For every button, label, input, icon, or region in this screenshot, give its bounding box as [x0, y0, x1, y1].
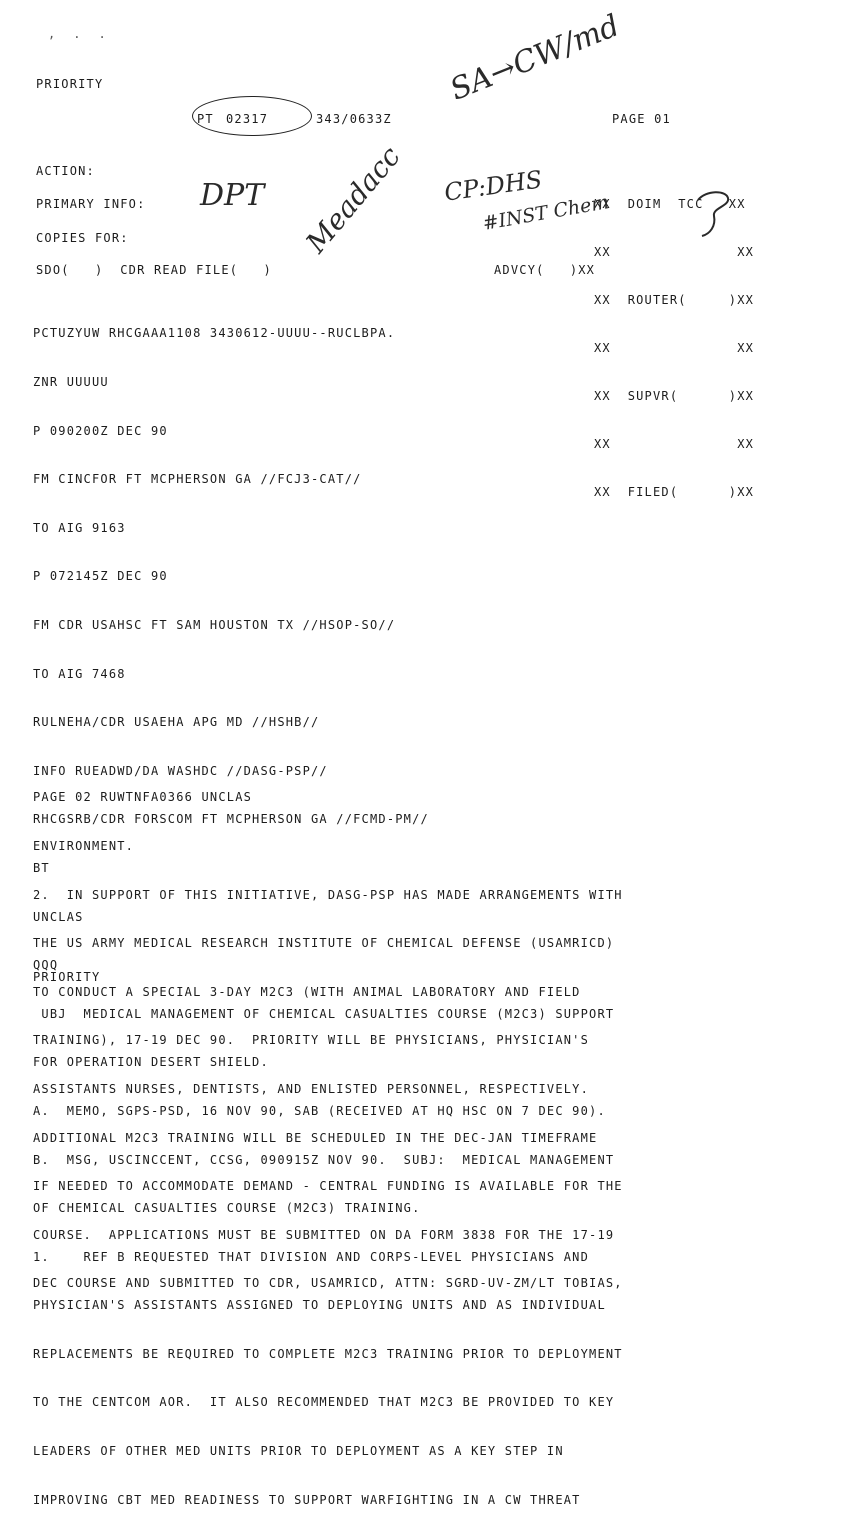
copies-for-label: COPIES FOR:: [36, 231, 129, 245]
body-line: IF NEEDED TO ACCOMMODATE DEMAND - CENTRAL FUNDING IS AVAILABLE FOR THE: [33, 1179, 623, 1194]
body-line: QQQ: [33, 958, 59, 973]
primary-info-label: PRIMARY INFO:: [36, 197, 146, 211]
routing-row: XX ROUTER( )XX: [594, 293, 755, 307]
routing-row: XX XX: [594, 245, 755, 259]
body-line: A. MEMO, SGPS-PSD, 16 NOV 90, SAB (RECEIVED AT HQ HSC ON 7 DEC 90).: [33, 1103, 606, 1118]
body-line: 2. IN SUPPORT OF THIS INITIATIVE, DASG-PSP HAS MADE ARRANGEMENTS WITH: [33, 887, 623, 902]
body-line: FM CDR USAHSC FT SAM HOUSTON TX //HSOP-SO//: [33, 617, 396, 632]
message-body-page2: [33, 757, 623, 1308]
handwritten-dpt: DPT: [200, 178, 265, 213]
body-line: ASSISTANTS NURSES, DENTISTS, AND ENLISTED PERSONNEL, RESPECTIVELY.: [33, 1081, 590, 1096]
body-line: 1. REF B REQUESTED THAT DIVISION AND CORPS-LEVEL PHYSICIANS AND: [33, 1249, 590, 1264]
body-line: UBJ MEDICAL MANAGEMENT OF CHEMICAL CASUALTIES COURSE (M2C3) SUPPORT: [33, 1006, 615, 1021]
body-line: ADDITIONAL M2C3 TRAINING WILL BE SCHEDULED IN THE DEC-JAN TIMEFRAME: [33, 1130, 598, 1145]
handwritten-top-note: SA→CW/md: [445, 8, 625, 108]
dtg: 343/0633Z: [316, 112, 392, 126]
body-line: BT: [33, 860, 50, 875]
body-line: RHCGSRB/CDR FORSCOM FT MCPHERSON GA //FCMD-PM//: [33, 812, 429, 827]
body-line: RULNEHA/CDR USAEHA APG MD //HSHB//: [33, 715, 320, 730]
handwritten-inst-note: #INST Chem: [481, 191, 611, 235]
body-line: PHYSICIAN'S ASSISTANTS ASSIGNED TO DEPLOYING UNITS AND AS INDIVIDUAL: [33, 1298, 606, 1313]
stray-marks: , . .: [48, 27, 107, 41]
body-line: FOR OPERATION DESERT SHIELD.: [33, 1055, 269, 1070]
body-line: INFO RUEADWD/DA WASHDC //DASG-PSP//: [33, 763, 328, 778]
body-line: TO AIG 9163: [33, 520, 126, 535]
body-line: P 072145Z DEC 90: [33, 569, 168, 584]
handwritten-squiggle-icon: [692, 186, 736, 240]
body-line: ENVIRONMENT.: [33, 839, 135, 853]
page-number: PAGE 01: [612, 112, 671, 126]
body-line: TO CONDUCT A SPECIAL 3-DAY M2C3 (WITH ANIMAL LABORATORY AND FIELD: [33, 984, 581, 999]
body-line: UNCLAS: [33, 909, 84, 924]
sdo-line: SDO( ) CDR READ FILE( ): [36, 263, 272, 277]
handwritten-diagonal-note: Meadacc: [299, 139, 407, 260]
body-line: TO AIG 7468: [33, 666, 126, 681]
body-line: DEC COURSE AND SUBMITTED TO CDR, USAMRICD, ATTN: SGRD-UV-ZM/LT TOBIAS,: [33, 1276, 623, 1291]
routing-row: XX FILED( )XX: [594, 485, 755, 499]
ref-prefix: PT: [197, 112, 214, 126]
body-line: FM CINCFOR FT MCPHERSON GA //FCJ3-CAT//: [33, 472, 362, 487]
ref-number: 02317: [226, 112, 269, 126]
body-line: OF CHEMICAL CASUALTIES COURSE (M2C3) TRAINING.: [33, 1201, 421, 1216]
body-line: LEADERS OF OTHER MED UNITS PRIOR TO DEPLOYMENT AS A KEY STEP IN: [33, 1444, 564, 1459]
body-line: PAGE 02 RUWTNFA0366 UNCLAS: [33, 790, 253, 805]
body-line: TRAINING), 17-19 DEC 90. PRIORITY WILL BE PHYSICIANS, PHYSICIAN'S: [33, 1033, 590, 1048]
body-line: TO THE CENTCOM AOR. IT ALSO RECOMMENDED THAT M2C3 BE PROVIDED TO KEY: [33, 1395, 615, 1410]
body-line: REPLACEMENTS BE REQUIRED TO COMPLETE M2C3 TRAINING PRIOR TO DEPLOYMENT: [33, 1346, 623, 1361]
routing-row: XX DOIM TCC XX: [594, 197, 746, 211]
routing-row: XX XX: [594, 341, 755, 355]
routing-row: XX SUPVR( )XX: [594, 389, 755, 403]
body-line: P 090200Z DEC 90: [33, 423, 168, 438]
body-line: PCTUZYUW RHCGAAA1108 3430612-UUUU--RUCLBPA.: [33, 326, 396, 341]
routing-row: XX XX: [594, 437, 755, 451]
body-line: IMPROVING CBT MED READINESS TO SUPPORT WARFIGHTING IN A CW THREAT: [33, 1492, 581, 1507]
priority-footer: PRIORITY: [33, 970, 101, 984]
advcy-line: ADVCY( )XX: [494, 263, 596, 277]
body-line: B. MSG, USCINCCENT, CCSG, 090915Z NOV 90. SUBJ: MEDICAL MANAGEMENT: [33, 1152, 615, 1167]
body-line: THE US ARMY MEDICAL RESEARCH INSTITUTE OF CHEMICAL DEFENSE (USAMRICD): [33, 936, 615, 951]
action-label: ACTION:: [36, 164, 95, 178]
body-line: COURSE. APPLICATIONS MUST BE SUBMITTED ON DA FORM 3838 FOR THE 17-19: [33, 1227, 615, 1242]
handwritten-cp-note: CP:DHS: [442, 165, 544, 207]
priority-header: PRIORITY: [36, 77, 104, 91]
body-line: ZNR UUUUU: [33, 375, 109, 389]
